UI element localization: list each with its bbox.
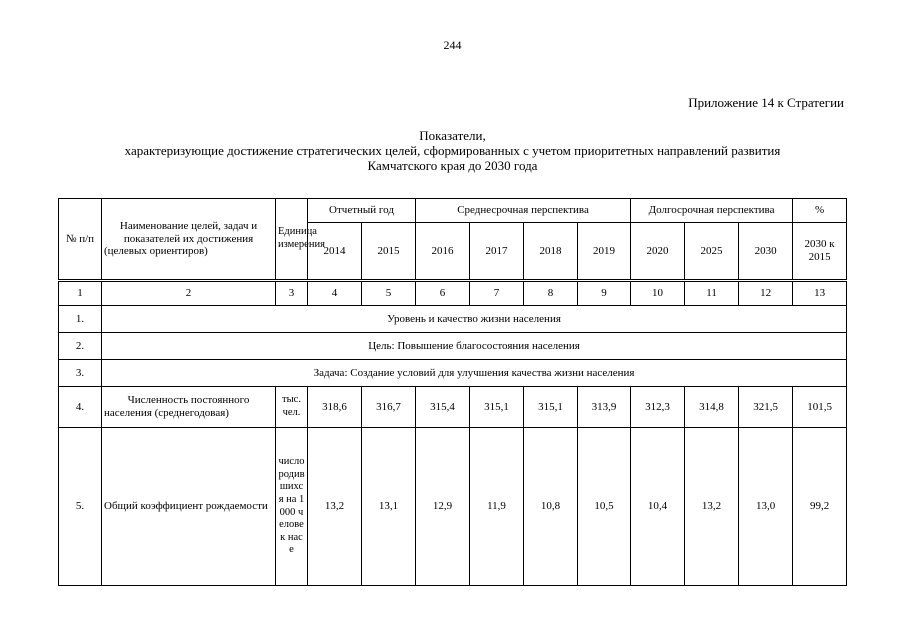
header-year: 2025 [685, 223, 739, 281]
value-cell: 316,7 [362, 387, 416, 428]
header-year: 2014 [308, 223, 362, 281]
header-percent-sub: 2030 к 2015 [793, 223, 847, 281]
task-text: Задача: Создание условий для улучшения качества жизни населения [102, 360, 847, 387]
header-year: 2016 [416, 223, 470, 281]
value-cell: 13,1 [362, 428, 416, 586]
value-cell: 10,5 [578, 428, 631, 586]
header-num: № п/п [59, 199, 102, 281]
index-cell: 2 [102, 281, 276, 306]
header-medium: Среднесрочная перспектива [416, 199, 631, 223]
index-cell: 13 [793, 281, 847, 306]
appendix-label: Приложение 14 к Стратегии [688, 95, 844, 110]
index-cell: 11 [685, 281, 739, 306]
value-cell: 314,8 [685, 387, 739, 428]
value-cell: 10,8 [524, 428, 578, 586]
table-row [59, 360, 847, 387]
table-row [59, 387, 847, 428]
table-row [59, 428, 847, 586]
index-cell: 4 [308, 281, 362, 306]
value-cell: 13,2 [685, 428, 739, 586]
value-cell: 315,1 [524, 387, 578, 428]
index-cell: 10 [631, 281, 685, 306]
value-cell: 12,9 [416, 428, 470, 586]
indicators-table [58, 198, 847, 586]
header-unit: Единица измерения [276, 199, 308, 281]
index-cell: 12 [739, 281, 793, 306]
indicator-unit: число родившихся на 1000 человек насе [276, 428, 308, 586]
value-cell: 321,5 [739, 387, 793, 428]
table-row [59, 333, 847, 360]
value-cell: 13,2 [308, 428, 362, 586]
index-cell: 3 [276, 281, 308, 306]
page-number: 244 [443, 38, 462, 52]
index-cell: 6 [416, 281, 470, 306]
header-year: 2018 [524, 223, 578, 281]
header-reporting: Отчетный год [308, 199, 416, 223]
value-cell: 13,0 [739, 428, 793, 586]
document-title [0, 128, 905, 173]
title-line-2: характеризующие достижение стратегических целей, сформированных с учетом приоритетных направлений развития [124, 143, 781, 158]
index-cell: 9 [578, 281, 631, 306]
row-num: 4. [59, 387, 102, 428]
section-heading: Уровень и качество жизни населения [102, 306, 847, 333]
value-cell: 315,4 [416, 387, 470, 428]
header-name: Наименование целей, задач и показателей их достижения (целевых ориентиров) [102, 199, 276, 281]
indicator-name: Численность постоянного населения (среднегодовая) [102, 387, 276, 428]
row-num: 1. [59, 306, 102, 333]
header-year: 2030 [739, 223, 793, 281]
value-cell: 11,9 [470, 428, 524, 586]
header-year: 2017 [470, 223, 524, 281]
indicator-unit: тыс. чел. [276, 387, 308, 428]
header-year: 2020 [631, 223, 685, 281]
value-cell: 315,1 [470, 387, 524, 428]
row-num: 3. [59, 360, 102, 387]
goal-text: Цель: Повышение благосостояния населения [102, 333, 847, 360]
header-long: Долгосрочная перспектива [631, 199, 793, 223]
title-line-1: Показатели, [419, 128, 486, 143]
table-row [59, 306, 847, 333]
header-row-1 [59, 199, 847, 223]
title-line-3: Камчатского края до 2030 года [367, 158, 538, 173]
index-cell: 1 [59, 281, 102, 306]
header-percent: % [793, 199, 847, 223]
percent-cell: 99,2 [793, 428, 847, 586]
header-year: 2019 [578, 223, 631, 281]
row-num: 5. [59, 428, 102, 586]
value-cell: 318,6 [308, 387, 362, 428]
index-cell: 7 [470, 281, 524, 306]
percent-cell: 101,5 [793, 387, 847, 428]
row-num: 2. [59, 333, 102, 360]
index-cell: 8 [524, 281, 578, 306]
value-cell: 10,4 [631, 428, 685, 586]
index-row [59, 281, 847, 306]
header-year: 2015 [362, 223, 416, 281]
indicator-name: Общий коэффициент рождаемости [102, 428, 276, 586]
index-cell: 5 [362, 281, 416, 306]
value-cell: 313,9 [578, 387, 631, 428]
value-cell: 312,3 [631, 387, 685, 428]
